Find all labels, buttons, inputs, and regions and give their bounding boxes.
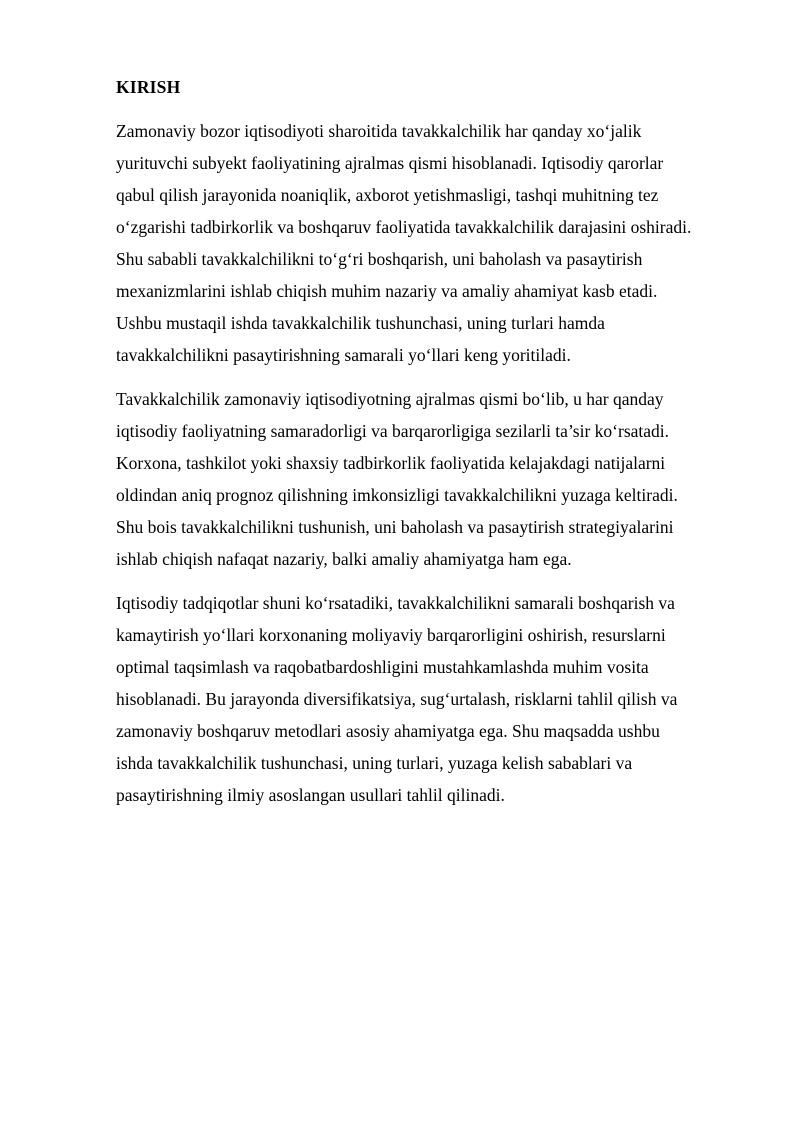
text-line: mexanizmlarini ishlab chiqish muhim nazariy va amaliy ahamiyat kasb etadi. xyxy=(116,281,658,301)
text-line: pasaytirishning ilmiy asoslangan usullari tahlil qilinadi. xyxy=(116,785,505,805)
text-line: Shu sababli tavakkalchilikni to‘g‘ri boshqarish, uni baholash va pasaytirish xyxy=(116,249,643,269)
paragraph-1 xyxy=(116,115,776,371)
text-line: iqtisodiy faoliyatning samaradorligi va barqarorligiga sezilarli ta’sir ko‘rsatadi. xyxy=(116,421,670,441)
text-line: optimal taqsimlash va raqobatbardoshligini mustahkamlashda muhim vosita xyxy=(116,657,649,677)
section-heading: KIRISH xyxy=(116,77,181,97)
text-line: oldindan aniq prognoz qilishning imkonsizligi tavakkalchilikni yuzaga keltiradi. xyxy=(116,485,678,505)
paragraph-2 xyxy=(116,383,776,575)
text-line: qabul qilish jarayonida noaniqlik, axborot yetishmasligi, tashqi muhitning tez xyxy=(116,185,659,205)
text-line: Ushbu mustaqil ishda tavakkalchilik tushunchasi, uning turlari hamda xyxy=(116,313,605,333)
text-line: ishlab chiqish nafaqat nazariy, balki amaliy ahamiyatga ham ega. xyxy=(116,549,572,569)
text-line: ishda tavakkalchilik tushunchasi, uning turlari, yuzaga kelish sabablari va xyxy=(116,753,633,773)
document-body xyxy=(116,73,776,823)
text-line: hisoblanadi. Bu jarayonda diversifikatsiya, sug‘urtalash, risklarni tahlil qilish va xyxy=(116,689,678,709)
text-line: Iqtisodiy tadqiqotlar shuni ko‘rsatadiki, tavakkalchilikni samarali boshqarish va xyxy=(116,593,675,613)
text-line: yurituvchi subyekt faoliyatining ajralmas qismi hisoblanadi. Iqtisodiy qarorlar xyxy=(116,153,664,173)
paragraph-3 xyxy=(116,587,776,811)
text-line: tavakkalchilikni pasaytirishning samarali yo‘llari keng yoritiladi. xyxy=(116,345,571,365)
text-line: zamonaviy boshqaruv metodlari asosiy ahamiyatga ega. Shu maqsadda ushbu xyxy=(116,721,660,741)
text-line: Tavakkalchilik zamonaviy iqtisodiyotning ajralmas qismi bo‘lib, u har qanday xyxy=(116,389,664,409)
text-line: kamaytirish yo‘llari korxonaning moliyaviy barqarorligini oshirish, resurslarni xyxy=(116,625,666,645)
text-line: Zamonaviy bozor iqtisodiyoti sharoitida tavakkalchilik har qanday xo‘jalik xyxy=(116,121,642,141)
text-line: Shu bois tavakkalchilikni tushunish, uni baholash va pasaytirish strategiyalarini xyxy=(116,517,674,537)
text-line: Korxona, tashkilot yoki shaxsiy tadbirkorlik faoliyatida kelajakdagi natijalarni xyxy=(116,453,666,473)
text-line: o‘zgarishi tadbirkorlik va boshqaruv faoliyatida tavakkalchilik darajasini oshiradi. xyxy=(116,217,692,237)
